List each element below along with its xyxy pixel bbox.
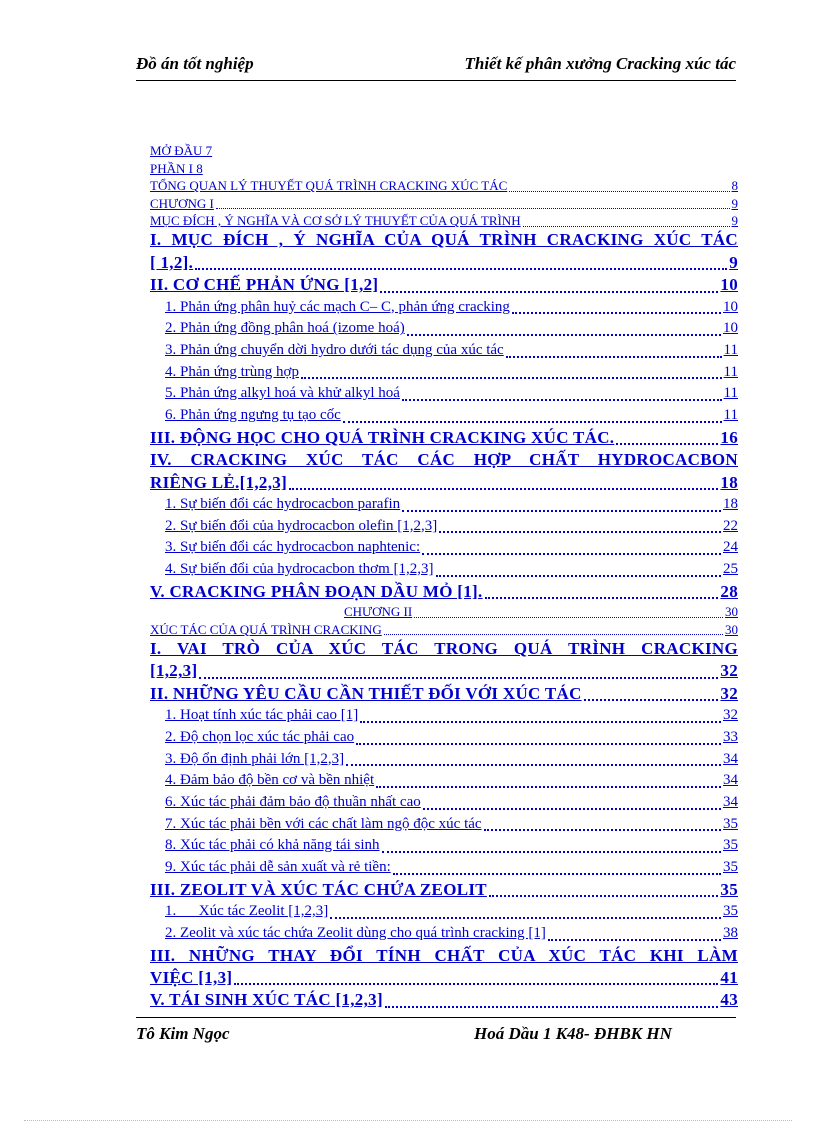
table-of-contents xyxy=(150,142,738,1012)
page-header xyxy=(136,54,736,78)
toc-entry-requirement-9[interactable]: 9. Xúc tác phải dễ sản xuất và rẻ tiền: 35 xyxy=(165,859,738,876)
page-footer xyxy=(136,1024,736,1046)
toc-entry-hydrocarbon-2[interactable]: 2. Sự biến đổi của hydrocacbon olefin [1,2,3] 22 xyxy=(165,517,738,534)
toc-entry-property-changes-line1[interactable]: III. NHỮNG THAY ĐỔI TÍNH CHẤT CỦA XÚC TÁC KHI LÀM xyxy=(150,945,738,965)
toc-entry-zeolite[interactable]: III. ZEOLIT VÀ XÚC TÁC CHỨA ZEOLIT 35 xyxy=(150,879,738,899)
toc-entry-property-changes-line2[interactable]: VIỆC [1,3] 41 xyxy=(150,967,738,987)
toc-entry-catalyst-role-line2[interactable]: [1,2,3] 32 xyxy=(150,661,738,681)
toc-entry-zeolite-1[interactable]: 1. Xúc tác Zeolit [1,2,3] 35 xyxy=(165,903,738,920)
toc-entry-reaction-3[interactable]: 3. Phản ứng chuyển dời hydro dưới tác dụng của xúc tác 11 xyxy=(165,342,738,359)
header-left-title: Đồ án tốt nghiệp xyxy=(136,54,254,73)
toc-entry-requirement-2[interactable]: 2. Độ chọn lọc xúc tác phải cao 33 xyxy=(165,728,738,745)
toc-entry-requirement-1[interactable]: 1. Hoạt tính xúc tác phải cao [1] 32 xyxy=(165,707,738,724)
toc-entry-reaction-2[interactable]: 2. Phản ứng đồng phân hoá (izome hoá) 10 xyxy=(165,320,738,337)
toc-entry-mo-dau[interactable]: MỞ ĐẦU 7 xyxy=(150,143,213,158)
toc-entry-zeolite-2[interactable]: 2. Zeolit và xúc tác chứa Zeolit dùng cho quá trình cracking [1] 38 xyxy=(165,924,738,941)
toc-entry-requirements[interactable]: II. NHỮNG YÊU CẦU CẦN THIẾT ĐỐI VỚI XÚC TÁC 32 xyxy=(150,683,738,703)
footer-class: Hoá Dầu 1 K48- ĐHBK HN xyxy=(474,1024,672,1043)
toc-entry-hydrocarbon-1[interactable]: 1. Sự biến đổi các hydrocacbon parafin 18 xyxy=(165,495,738,512)
header-rule xyxy=(136,80,736,81)
toc-entry-catalyst-role-line1[interactable]: I. VAI TRÒ CỦA XÚC TÁC TRONG QUÁ TRÌNH CRACKING xyxy=(150,639,738,659)
toc-entry-requirement-8[interactable]: 8. Xúc tác phải có khả năng tái sinh 35 xyxy=(165,837,738,854)
toc-entry-requirement-4[interactable]: 4. Đảm bảo độ bền cơ và bền nhiệt 34 xyxy=(165,772,738,789)
toc-entry-requirement-3[interactable]: 3. Độ ổn định phải lớn [1,2,3] 34 xyxy=(165,750,738,767)
toc-entry-phan-i[interactable]: PHẦN I 8 xyxy=(150,160,203,176)
toc-entry-chuong-i[interactable]: CHƯƠNG I 9 xyxy=(150,195,738,211)
footer-rule xyxy=(136,1017,736,1018)
toc-entry-hydrocarbon-3[interactable]: 3. Sự biến đổi các hydrocacbon naphtenic: 24 xyxy=(165,539,738,556)
toc-entry-tong-quan[interactable]: TỔNG QUAN LÝ THUYẾT QUÁ TRÌNH CRACKING XÚC TÁC 8 xyxy=(150,178,738,193)
toc-entry-requirement-7[interactable]: 7. Xúc tác phải bền với các chất làm ngộ độc xúc tác 35 xyxy=(165,815,738,832)
page-bottom-divider xyxy=(24,1120,792,1121)
toc-entry-hydrocarbon-4[interactable]: 4. Sự biến đổi của hydrocacbon thơm [1,2,3] 25 xyxy=(165,561,738,578)
toc-entry-requirement-6[interactable]: 6. Xúc tác phải đảm bảo độ thuần nhất cao 34 xyxy=(165,794,738,811)
toc-entry-section-i-line1[interactable]: I. MỤC ĐÍCH , Ý NGHĨA CỦA QUÁ TRÌNH CRACKING XÚC TÁC xyxy=(150,230,738,250)
toc-entry-xuc-tac-qua-trinh[interactable]: XÚC TÁC CỦA QUÁ TRÌNH CRACKING 30 xyxy=(150,621,738,637)
toc-entry-muc-dich-co-so[interactable]: MỤC ĐÍCH , Ý NGHĨA VÀ CƠ SỞ LÝ THUYẾT CỦA QUÁ TRÌNH 9 xyxy=(150,213,738,228)
toc-entry-reaction-5[interactable]: 5. Phản ứng alkyl hoá và khử alkyl hoá 11 xyxy=(165,385,738,402)
toc-entry-reaction-1[interactable]: 1. Phản ứng phân huỷ các mạch C– C, phản ứng cracking 10 xyxy=(165,298,738,315)
toc-entry-section-iii-kinetics[interactable]: III. ĐỘNG HỌC CHO QUÁ TRÌNH CRACKING XÚC TÁC. 16 xyxy=(150,427,738,447)
toc-entry-reaction-6[interactable]: 6. Phản ứng ngưng tụ tạo cốc 11 xyxy=(165,407,738,424)
toc-entry-chuong-ii[interactable]: CHƯƠNG II 30 xyxy=(344,604,738,620)
header-right-title: Thiết kế phân xưởng Cracking xúc tác xyxy=(464,54,736,73)
toc-entry-section-iv-line1[interactable]: IV. CRACKING XÚC TÁC CÁC HỢP CHẤT HYDROCACBON xyxy=(150,450,738,470)
toc-entry-section-v-petroleum[interactable]: V. CRACKING PHÂN ĐOẠN DẦU MỎ [1]. 28 xyxy=(150,581,738,601)
toc-entry-reaction-4[interactable]: 4. Phản ứng trùng hợp 11 xyxy=(165,363,738,380)
footer-author: Tô Kim Ngọc xyxy=(136,1024,230,1043)
toc-entry-section-iv-line2[interactable]: RIÊNG LẺ.[1,2,3] 18 xyxy=(150,472,738,492)
toc-entry-section-ii[interactable]: II. CƠ CHẾ PHẢN ỨNG [1,2] 10 xyxy=(150,275,738,295)
toc-entry-section-i-line2[interactable]: [ 1,2]. 9 xyxy=(150,252,738,272)
toc-entry-regeneration[interactable]: V. TÁI SINH XÚC TÁC [1,2,3] 43 xyxy=(150,990,738,1010)
